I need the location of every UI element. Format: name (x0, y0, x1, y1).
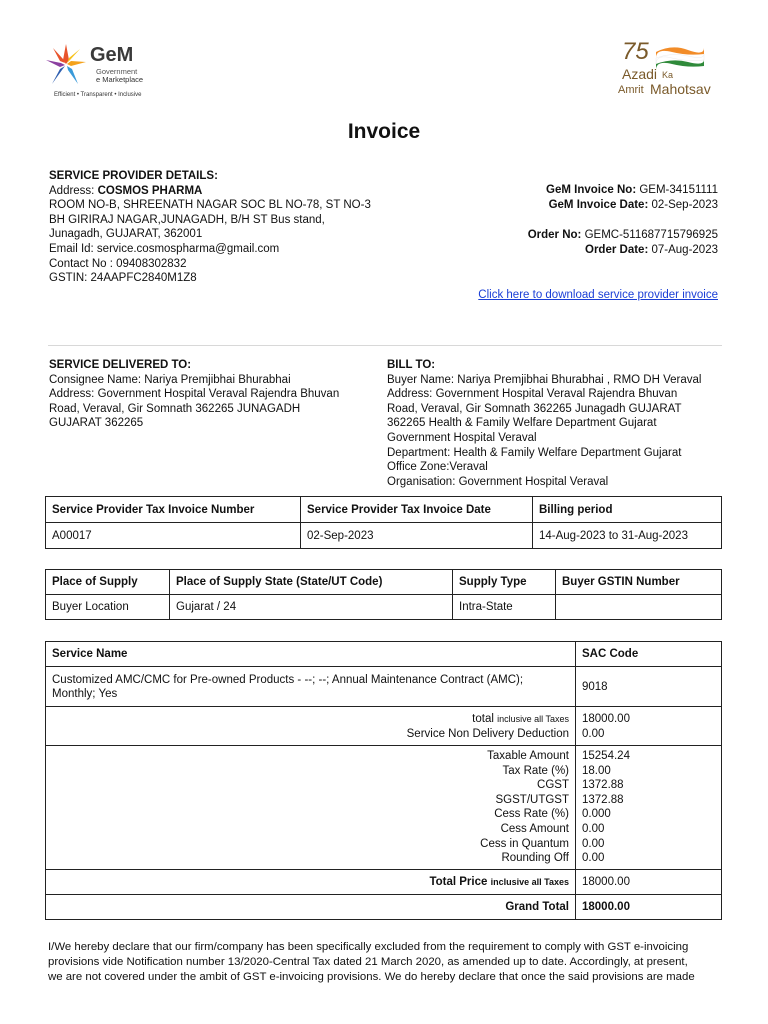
cell-service-name (46, 667, 576, 707)
provider-heading: SERVICE PROVIDER DETAILS: (49, 170, 218, 182)
delivered-line-3: Road, Veraval, Gir Somnath 362265 JUNAGADH (49, 402, 301, 415)
delivered-line-4: GUJARAT 362265 (49, 417, 144, 430)
gem-logo (40, 40, 170, 102)
order-date-label: Order Date: (585, 244, 649, 256)
azadi-word: Azadi (622, 66, 658, 82)
declaration-line-1: I/We hereby declare that our firm/company has been specifically excluded from the requirement to comply with GST e-invoicing (48, 941, 689, 953)
header-buyer-gstin: Buyer GSTIN Number (556, 570, 722, 595)
service-provider-details (49, 169, 371, 286)
tax-values (576, 746, 722, 870)
provider-email: Email Id: service.cosmospharma@gmail.com (49, 242, 280, 255)
provider-gstin: GSTIN: 24AAPFC2840M1Z8 (49, 272, 197, 285)
cell-buyer-gstin (556, 595, 722, 620)
service-name-line-1: Customized AMC/CMC for Pre-owned Products - --; --; Annual Maintenance Contract (AMC); (52, 673, 524, 686)
bill-to-heading: BILL TO: (387, 359, 436, 371)
invoice-meta (528, 183, 718, 258)
cess-amount-label: Cess Amount (500, 822, 569, 835)
order-no (528, 228, 718, 243)
header-sac-code: SAC Code (576, 642, 722, 667)
declaration-line-3: we are not covered under the ambit of GST e-invoicing provisions. We do hereby declare that once the said provisions are made (48, 970, 695, 983)
total-value: 18000.00 (582, 713, 630, 726)
invoice-date-value: 02-Sep-2023 (651, 199, 718, 211)
gem-brand: GeM (90, 44, 134, 66)
supply-table (45, 569, 722, 620)
total-price-inclusive-note: inclusive all Taxes (490, 877, 569, 887)
service-table (45, 641, 722, 920)
gem-sub2: e Marketplace (96, 75, 144, 84)
delivered-line-2: Address: Government Hospital Veraval Rajendra Bhuvan (49, 388, 340, 401)
non-delivery-label: Service Non Delivery Deduction (406, 728, 569, 740)
cell-place-of-supply: Buyer Location (46, 595, 170, 620)
total-price-value: 18000.00 (576, 870, 722, 895)
provider-name: COSMOS PHARMA (97, 184, 203, 197)
grand-total-value: 18000.00 (576, 895, 722, 920)
gem-star-icon (44, 42, 88, 88)
total-values (576, 707, 722, 746)
delivered-heading: SERVICE DELIVERED TO: (49, 359, 192, 371)
provider-contact: Contact No : 09408302832 (49, 257, 187, 270)
tax-rate-value: 18.00 (582, 764, 611, 777)
tax-labels (46, 746, 576, 870)
mahotsav-word: Mahotsav (650, 81, 711, 97)
order-no-value: GEMC-511687715796925 (584, 229, 718, 241)
gem-sub1: Government (96, 67, 138, 76)
provider-address-line (49, 184, 371, 199)
header-place-of-supply-state: Place of Supply State (State/UT Code) (170, 570, 453, 595)
address-label: Address: (49, 184, 98, 197)
header-supply-type: Supply Type (453, 570, 556, 595)
service-name-line-2: Monthly; Yes (52, 687, 118, 700)
cess-rate-value: 0.000 (582, 808, 611, 821)
service-delivered-to (49, 358, 339, 431)
cess-rate-label: Cess Rate (%) (494, 808, 569, 821)
header-tax-invoice-number: Service Provider Tax Invoice Number (46, 497, 301, 523)
cell-tax-invoice-number: A00017 (46, 523, 301, 549)
tax-invoice-table (45, 496, 722, 549)
order-date-value: 07-Aug-2023 (651, 244, 718, 256)
declaration (48, 940, 728, 984)
total-price-label: Total Price (429, 876, 488, 888)
rounding-off-value: 0.00 (582, 852, 605, 865)
sgst-label: SGST/UTGST (495, 793, 569, 806)
order-date (528, 243, 718, 258)
bill-to-line-4: 362265 Health & Family Welfare Department Gujarat (387, 417, 657, 430)
provider-address-3: Junagadh, GUJARAT, 362001 (49, 228, 203, 241)
declaration-line-2: provisions vide Notification number 13/2020-Central Tax dated 21 March 2020, as amended up to date. Accordingly, at present, (48, 955, 688, 968)
cgst-value: 1372.88 (582, 779, 624, 792)
cell-place-of-supply-state: Gujarat / 24 (170, 595, 453, 620)
azadi-number: 75 (622, 38, 649, 65)
bill-to-line-7: Office Zone:Veraval (387, 461, 488, 474)
header-service-name: Service Name (46, 642, 576, 667)
taxable-amount-value: 15254.24 (582, 750, 630, 762)
invoice-date-label: GeM Invoice Date: (548, 199, 649, 211)
provider-address-1: ROOM NO-B, SHREENATH NAGAR SOC BL NO-78, ST NO-3 (49, 199, 371, 212)
sgst-value: 1372.88 (582, 793, 624, 806)
header-billing-period: Billing period (533, 497, 722, 523)
total-inclusive-note: inclusive all Taxes (497, 714, 569, 725)
flag-wave-icon (654, 44, 706, 70)
delivered-line-1: Consignee Name: Nariya Premjibhai Bhurabhai (49, 373, 291, 386)
bill-to-line-3: Road, Veraval, Gir Somnath 362265 Junagadh GUJARAT (387, 402, 682, 415)
total-price-label-cell (46, 870, 576, 895)
download-invoice-link[interactable]: Click here to download service provider invoice (478, 289, 718, 301)
section-divider (48, 345, 722, 346)
ka-word: Ka (662, 70, 674, 80)
taxable-amount-label: Taxable Amount (487, 750, 569, 762)
cell-billing-period: 14-Aug-2023 to 31-Aug-2023 (533, 523, 722, 549)
gem-invoice-no (528, 183, 718, 198)
tax-rate-label: Tax Rate (%) (502, 764, 569, 777)
bill-to-line-2: Address: Government Hospital Veraval Rajendra Bhuvan (387, 388, 678, 401)
bill-to-line-5: Government Hospital Veraval (387, 431, 537, 444)
gem-tagline: Efficient • Transparent • Inclusive (54, 92, 142, 98)
cell-supply-type: Intra-State (453, 595, 556, 620)
header-place-of-supply: Place of Supply (46, 570, 170, 595)
total-labels (46, 707, 576, 746)
total-label: total (472, 713, 494, 726)
cess-amount-value: 0.00 (582, 822, 605, 835)
bill-to-line-8: Organisation: Government Hospital Veraval (387, 475, 609, 488)
cgst-label: CGST (537, 779, 569, 792)
gem-invoice-date (528, 198, 718, 213)
invoice-no-value: GEM-34151111 (639, 184, 718, 196)
header-tax-invoice-date: Service Provider Tax Invoice Date (301, 497, 533, 523)
cess-quantum-label: Cess in Quantum (480, 837, 569, 850)
amrit-word: Amrit (618, 84, 644, 96)
order-no-label: Order No: (527, 229, 582, 241)
invoice-no-label: GeM Invoice No: (546, 184, 637, 196)
provider-address-2: BH GIRIRAJ NAGAR,JUNAGADH, B/H ST Bus stand, (49, 213, 325, 226)
total-label-row (52, 712, 569, 727)
non-delivery-value: 0.00 (582, 728, 605, 740)
rounding-off-label: Rounding Off (501, 852, 569, 865)
bill-to-line-6: Department: Health & Family Welfare Department Gujarat (387, 446, 682, 459)
azadi-logo (614, 38, 726, 102)
cess-quantum-value: 0.00 (582, 837, 605, 850)
cell-tax-invoice-date: 02-Sep-2023 (301, 523, 533, 549)
grand-total-label: Grand Total (46, 895, 576, 920)
bill-to (387, 358, 701, 489)
page-title: Invoice (347, 120, 421, 143)
bill-to-line-1: Buyer Name: Nariya Premjibhai Bhurabhai , RMO DH Veraval (387, 373, 702, 386)
cell-sac-code: 9018 (576, 667, 722, 707)
